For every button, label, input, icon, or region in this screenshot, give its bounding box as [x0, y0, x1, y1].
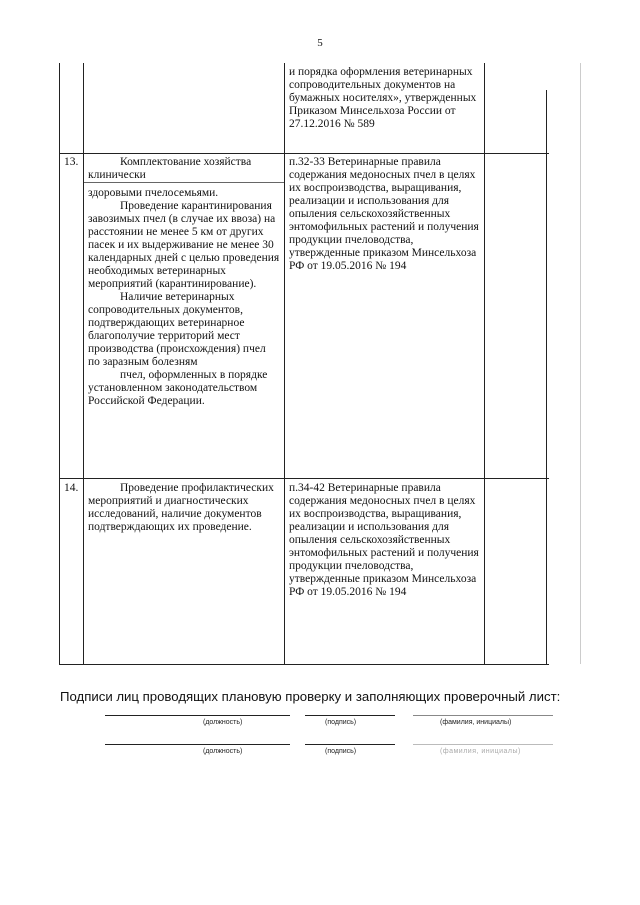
sig2-name-caption: (фамилия, инициалы): [440, 748, 521, 755]
table-border-right: [580, 63, 581, 664]
sig1-signature-line: [305, 715, 395, 716]
sig1-position-caption: (должность): [203, 719, 243, 726]
row14-requirement: [88, 482, 280, 534]
sig1-position-line: [105, 715, 290, 716]
sig1-name-line: [413, 715, 553, 716]
sig1-signature-caption: (подпись): [325, 719, 357, 726]
row13-requirement-head: [88, 156, 280, 182]
row12-reference-text: и порядка оформления ветеринарных сопроводительных документов на бумажных носителях», утвержденных Приказом Минсельхоза России от 27.12.2016 № 589: [289, 66, 477, 130]
table-divider-extra: [546, 90, 547, 664]
sig1-name-caption: (фамилия, инициалы): [440, 719, 512, 726]
row14-reference-text: п.34-42 Ветеринарные правила содержания медоносных пчел в целях их воспроизводства, выращивания, реализации и использования для опыления сельскохозяйственных энтомофильных растений и получения продукции пчеловодства, утвержденные приказом Минсельхоза РФ от 19.05.2016 № 194: [289, 482, 479, 598]
sig2-signature-caption: (подпись): [325, 748, 357, 755]
row13-inner-line: [84, 182, 284, 183]
row13-req-quarantine: Проведение карантинирования завозимых пчел (в случае их ввоза) на расстоянии не менее 5 км от других пасек и их выдерживание не менее 30 календарных дней с целью проведения необходимых ветеринарных мероприятий (карантинирование).: [88, 200, 280, 290]
row13-requirement-body: [88, 187, 280, 408]
sig2-position-line: [105, 744, 290, 745]
row13-req-legislation: пчел, оформленных в порядке установленном законодательством Российской Федерации.: [88, 369, 268, 407]
row13-number: 13.: [64, 156, 79, 168]
row-separator-13-14: [59, 478, 549, 479]
row14-req-prevention: Проведение профилактических мероприятий и диагностических исследований, наличие документов подтверждающих их проведение.: [88, 482, 274, 533]
signatures-heading: Подписи лиц проводящих плановую проверку и заполняющих проверочный лист:: [60, 689, 561, 704]
row13-req-documents: Наличие ветеринарных сопроводительных документов, подтверждающих ветеринарное благополучие территорий мест производства (происхождения) пчел по заразным болезням: [88, 291, 266, 368]
row13-requirement-head-text: Комплектование хозяйства клинически: [88, 156, 252, 181]
row13-req-healthy-colonies: здоровыми пчелосемьями.: [88, 187, 219, 199]
row-separator-12-13: [59, 153, 549, 154]
page-number: 5: [317, 37, 323, 49]
sig2-position-caption: (должность): [203, 748, 243, 755]
sig2-signature-line: [305, 744, 395, 745]
row13-reference-text: п.32-33 Ветеринарные правила содержания медоносных пчел в целях их воспроизводства, выращивания, реализации и использования для опыления сельскохозяйственных энтомофильных растений и получения продукции пчеловодства, утвержденные приказом Минсельхоза РФ от 19.05.2016 № 194: [289, 156, 479, 272]
sig2-name-line: [413, 744, 553, 745]
row14-number: 14.: [64, 482, 79, 494]
table-bottom-border: [59, 664, 549, 665]
